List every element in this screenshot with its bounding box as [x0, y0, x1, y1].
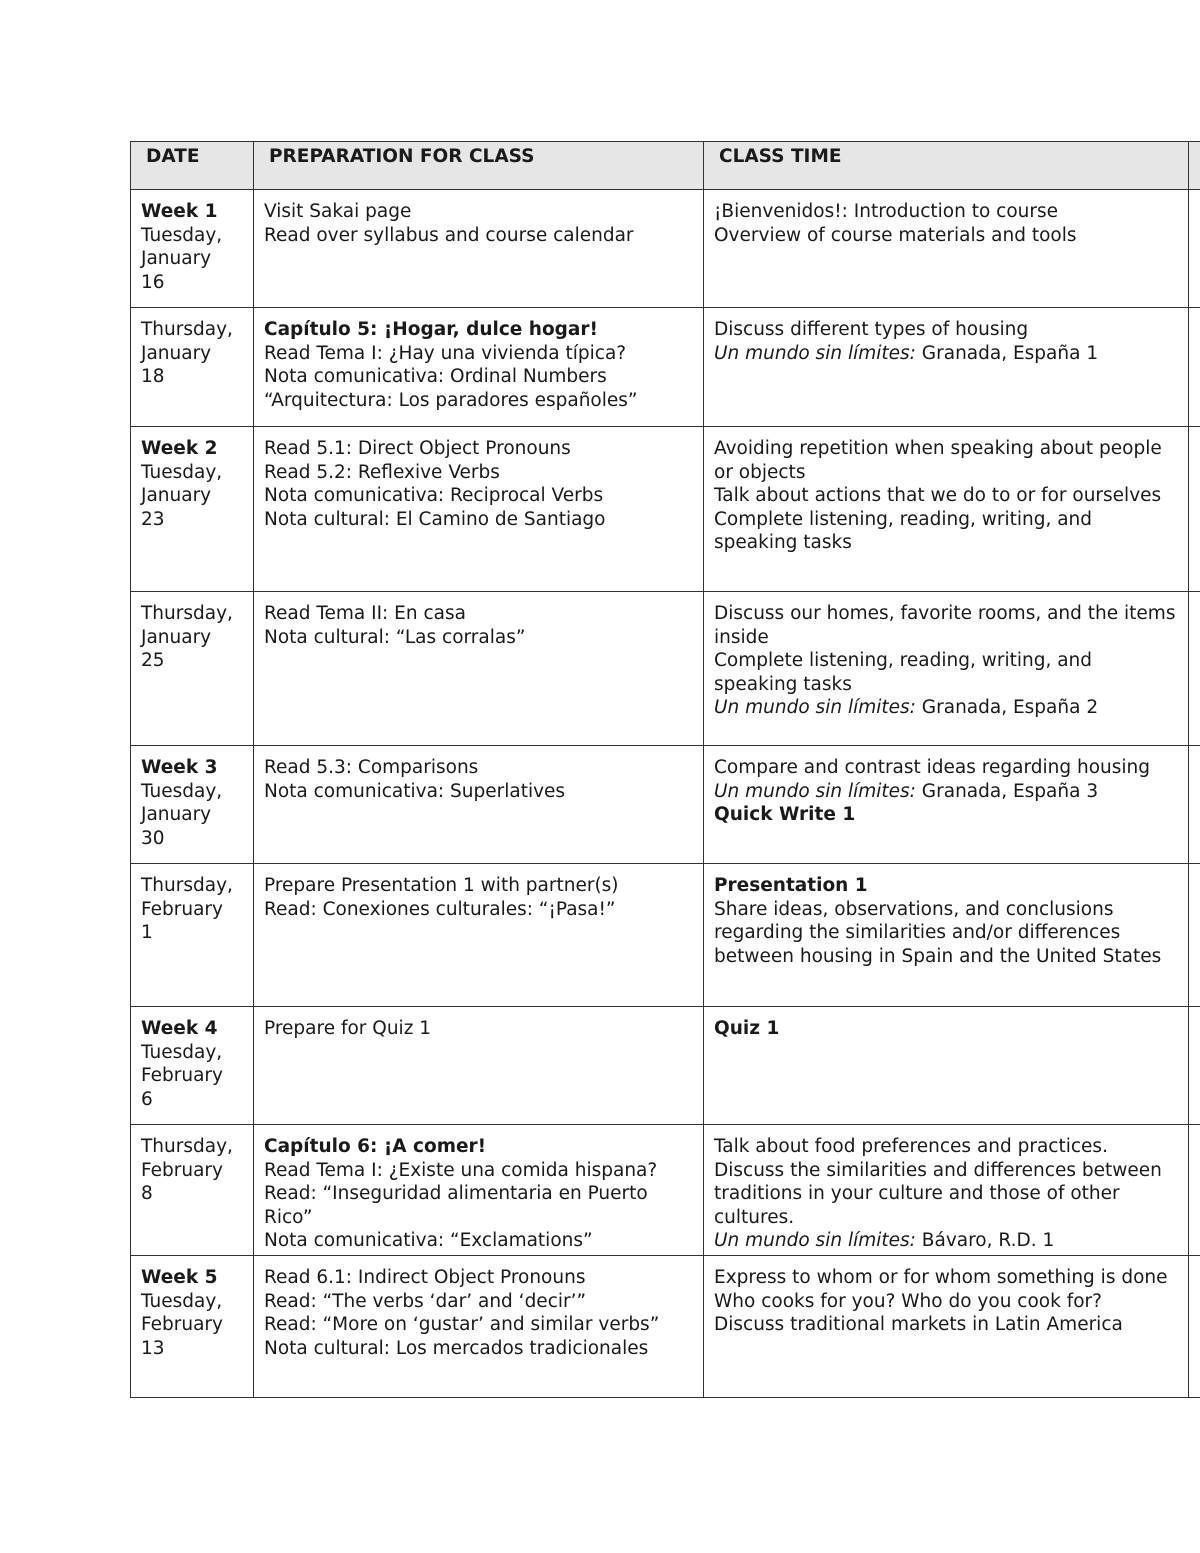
line-text: Presentation 1 [714, 875, 868, 896]
table-row [131, 427, 1200, 592]
cell-line [264, 626, 693, 650]
line-text: Capítulo 6: ¡A comer! [264, 1136, 487, 1157]
date-text: Thursday, [141, 875, 233, 896]
extra-cell [1189, 190, 1200, 308]
cell-line [714, 508, 1178, 555]
cell-line [264, 318, 693, 342]
cell-line [714, 780, 1178, 804]
line-text: Nota comunicativa: Reciprocal Verbs [264, 485, 604, 507]
line-text: Nota comunicativa: Superlatives [264, 780, 566, 802]
date-text: 23 [141, 508, 165, 530]
cell-line [264, 874, 693, 898]
line-text: Overview of course materials and tools [714, 224, 1077, 246]
line-text: Complete listening, reading, writing, and speaking tasks [714, 650, 1098, 695]
preparation-cell [254, 427, 704, 592]
header-preparation: PREPARATION FOR CLASS [254, 142, 704, 190]
preparation-cell [254, 1007, 704, 1125]
extra-cell [1189, 864, 1200, 1007]
date-text: Tuesday, [141, 224, 223, 246]
cell-line [264, 1229, 693, 1253]
date-text: February [141, 1065, 223, 1087]
class-time-cell [704, 1125, 1189, 1256]
date-text: January [141, 248, 212, 270]
line-text: Prepare for Quiz 1 [264, 1018, 432, 1039]
date-text: 16 [141, 271, 165, 293]
cell-line [264, 602, 693, 626]
class-time-cell [704, 308, 1189, 427]
line-text: ¡Bienvenidos!: Introduction to course [714, 201, 1058, 222]
cell-line [264, 508, 693, 532]
line-text: Avoiding repetition when speaking about people or objects [714, 438, 1168, 483]
cell-line [264, 1290, 693, 1314]
table-row [131, 864, 1200, 1007]
table-row [131, 1256, 1200, 1398]
line-text: Discuss our homes, favorite rooms, and the items inside [714, 603, 1182, 648]
cell-line [264, 224, 693, 248]
cell-line [264, 780, 693, 804]
class-time-cell [704, 190, 1189, 308]
line-text: Express to whom or for whom something is done [714, 1267, 1168, 1288]
preparation-cell [254, 746, 704, 864]
date-text: Tuesday, [141, 461, 223, 483]
table-row [131, 1125, 1200, 1256]
cell-line [714, 874, 1178, 898]
preparation-cell [254, 1256, 704, 1398]
extra-cell [1189, 1256, 1200, 1398]
cell-line [714, 898, 1178, 969]
date-text: 6 [141, 1088, 153, 1110]
class-time-cell [704, 427, 1189, 592]
line-text: Nota cultural: El Camino de Santiago [264, 508, 606, 530]
class-time-cell [704, 1007, 1189, 1125]
line-text: Read 5.2: Reflexive Verbs [264, 461, 500, 483]
date-text: January [141, 804, 212, 826]
cell-line [714, 1266, 1178, 1290]
class-time-cell [704, 746, 1189, 864]
line-text: Read over syllabus and course calendar [264, 224, 634, 246]
line-text: Discuss traditional markets in Latin America [714, 1314, 1123, 1336]
cell-line [264, 1159, 693, 1183]
cell-line [264, 365, 693, 389]
date-text: Tuesday, [141, 1290, 223, 1312]
date-cell [131, 592, 254, 746]
line-text: Quick Write 1 [714, 804, 856, 826]
cell-line [264, 1017, 693, 1041]
preparation-cell [254, 308, 704, 427]
line-text: Nota cultural: Los mercados tradicionales [264, 1337, 649, 1359]
header-class-time: CLASS TIME [704, 142, 1189, 190]
line-text: Read 6.1: Indirect Object Pronouns [264, 1267, 586, 1288]
date-cell [131, 1007, 254, 1125]
line-text: Bávaro, R.D. 1 [915, 1230, 1055, 1252]
date-text: 25 [141, 650, 165, 672]
cell-line [264, 1313, 693, 1337]
class-time-cell [704, 864, 1189, 1007]
line-text: Complete listening, reading, writing, and speaking tasks [714, 508, 1098, 554]
preparation-cell [254, 864, 704, 1007]
cell-line [714, 756, 1178, 780]
date-cell [131, 1125, 254, 1256]
line-text: Quiz 1 [714, 1018, 780, 1039]
date-text: Thursday, [141, 603, 233, 624]
preparation-cell [254, 1125, 704, 1256]
line-text: Who cooks for you? Who do you cook for? [714, 1290, 1102, 1312]
line-text: Read Tema I: ¿Existe una comida hispana? [264, 1159, 658, 1181]
class-time-cell [704, 592, 1189, 746]
line-text: Read: “More on ‘gustar’ and similar verbs” [264, 1314, 660, 1336]
cell-line [264, 461, 693, 485]
line-text: Read Tema II: En casa [264, 603, 466, 624]
line-text: Discuss different types of housing [714, 319, 1029, 340]
cell-line [264, 200, 693, 224]
cell-line [264, 756, 693, 780]
cell-line [264, 1135, 693, 1159]
line-text: Nota comunicativa: Ordinal Numbers [264, 366, 607, 388]
cell-line [714, 696, 1178, 720]
course-calendar-table [130, 141, 1200, 1398]
date-text: 30 [141, 827, 165, 849]
table-row [131, 592, 1200, 746]
italic-text: Un mundo sin límites: [714, 1230, 916, 1252]
date-cell [131, 746, 254, 864]
line-text: “Arquitectura: Los paradores españoles” [264, 389, 638, 411]
header-extra [1189, 142, 1200, 190]
cell-line [714, 1290, 1178, 1314]
line-text: Compare and contrast ideas regarding housing [714, 757, 1150, 778]
extra-cell [1189, 746, 1200, 864]
table-row [131, 308, 1200, 427]
date-cell [131, 1256, 254, 1398]
week-label: Week 2 [141, 438, 218, 459]
line-text: Read 5.1: Direct Object Pronouns [264, 438, 571, 459]
line-text: Granada, España 1 [915, 342, 1099, 364]
date-text: January [141, 485, 212, 507]
cell-line [714, 437, 1178, 484]
cell-line [714, 1135, 1178, 1159]
cell-line [264, 437, 693, 461]
date-text: 8 [141, 1183, 153, 1205]
line-text: Read: Conexiones culturales: “¡Pasa!” [264, 898, 616, 920]
table-row [131, 1007, 1200, 1125]
extra-cell [1189, 1007, 1200, 1125]
table-row [131, 190, 1200, 308]
cell-line [264, 1266, 693, 1290]
line-text: Granada, España 2 [915, 697, 1099, 719]
date-text: 18 [141, 366, 165, 388]
date-cell [131, 864, 254, 1007]
line-text: Visit Sakai page [264, 201, 412, 222]
date-text: January [141, 342, 212, 364]
date-text: Thursday, [141, 319, 233, 340]
cell-line [264, 1182, 693, 1229]
preparation-cell [254, 592, 704, 746]
date-text: Tuesday, [141, 780, 223, 802]
cell-line [714, 342, 1178, 366]
italic-text: Un mundo sin límites: [714, 780, 916, 802]
cell-line [714, 1313, 1178, 1337]
line-text: Read: “The verbs ‘dar’ and ‘decir’” [264, 1290, 587, 1312]
cell-line [264, 1337, 693, 1361]
date-text: January [141, 626, 212, 648]
extra-cell [1189, 308, 1200, 427]
line-text: Read 5.3: Comparisons [264, 757, 479, 778]
extra-cell [1189, 592, 1200, 746]
week-label: Week 1 [141, 201, 218, 222]
date-text: February [141, 898, 223, 920]
line-text: Share ideas, observations, and conclusions regarding the similarities and/or differences between housing in Spain and the United States [714, 898, 1162, 967]
cell-line [714, 224, 1178, 248]
line-text: Read: “Inseguridad alimentaria en Puerto Rico” [264, 1183, 654, 1228]
week-label: Week 5 [141, 1267, 218, 1288]
cell-line [264, 342, 693, 366]
date-text: 1 [141, 922, 153, 944]
extra-cell [1189, 1125, 1200, 1256]
line-text: Prepare Presentation 1 with partner(s) [264, 875, 619, 896]
italic-text: Un mundo sin límites: [714, 697, 916, 719]
header-row [131, 142, 1200, 190]
header-date: DATE [131, 142, 254, 190]
date-cell [131, 427, 254, 592]
line-text: Nota comunicativa: “Exclamations” [264, 1230, 593, 1252]
cell-line [714, 649, 1178, 696]
cell-line [264, 389, 693, 413]
line-text: Granada, España 3 [915, 780, 1099, 802]
cell-line [714, 1017, 1178, 1041]
line-text: Talk about actions that we do to or for ourselves [714, 485, 1162, 507]
week-label: Week 3 [141, 757, 218, 778]
date-cell [131, 190, 254, 308]
cell-line [714, 1229, 1178, 1253]
cell-line [264, 898, 693, 922]
cell-line [714, 602, 1182, 649]
line-text: Read Tema I: ¿Hay una vivienda típica? [264, 342, 627, 364]
date-text: Tuesday, [141, 1041, 223, 1063]
line-text: Discuss the similarities and differences between traditions in your culture and those of other cultures. [714, 1159, 1168, 1228]
cell-line [714, 200, 1178, 224]
cell-line [714, 318, 1178, 342]
cell-line [714, 1159, 1178, 1230]
table-row [131, 746, 1200, 864]
class-time-cell [704, 1256, 1189, 1398]
line-text: Capítulo 5: ¡Hogar, dulce hogar! [264, 319, 598, 340]
cell-line [264, 484, 693, 508]
line-text: Talk about food preferences and practices. [714, 1136, 1108, 1157]
cell-line [714, 803, 1178, 827]
date-text: 13 [141, 1337, 165, 1359]
line-text: Nota cultural: “Las corralas” [264, 626, 526, 648]
date-text: February [141, 1314, 223, 1336]
date-text: February [141, 1159, 223, 1181]
cell-line [714, 484, 1178, 508]
extra-cell [1189, 427, 1200, 592]
preparation-cell [254, 190, 704, 308]
date-cell [131, 308, 254, 427]
date-text: Thursday, [141, 1136, 233, 1157]
week-label: Week 4 [141, 1018, 218, 1039]
italic-text: Un mundo sin límites: [714, 342, 916, 364]
